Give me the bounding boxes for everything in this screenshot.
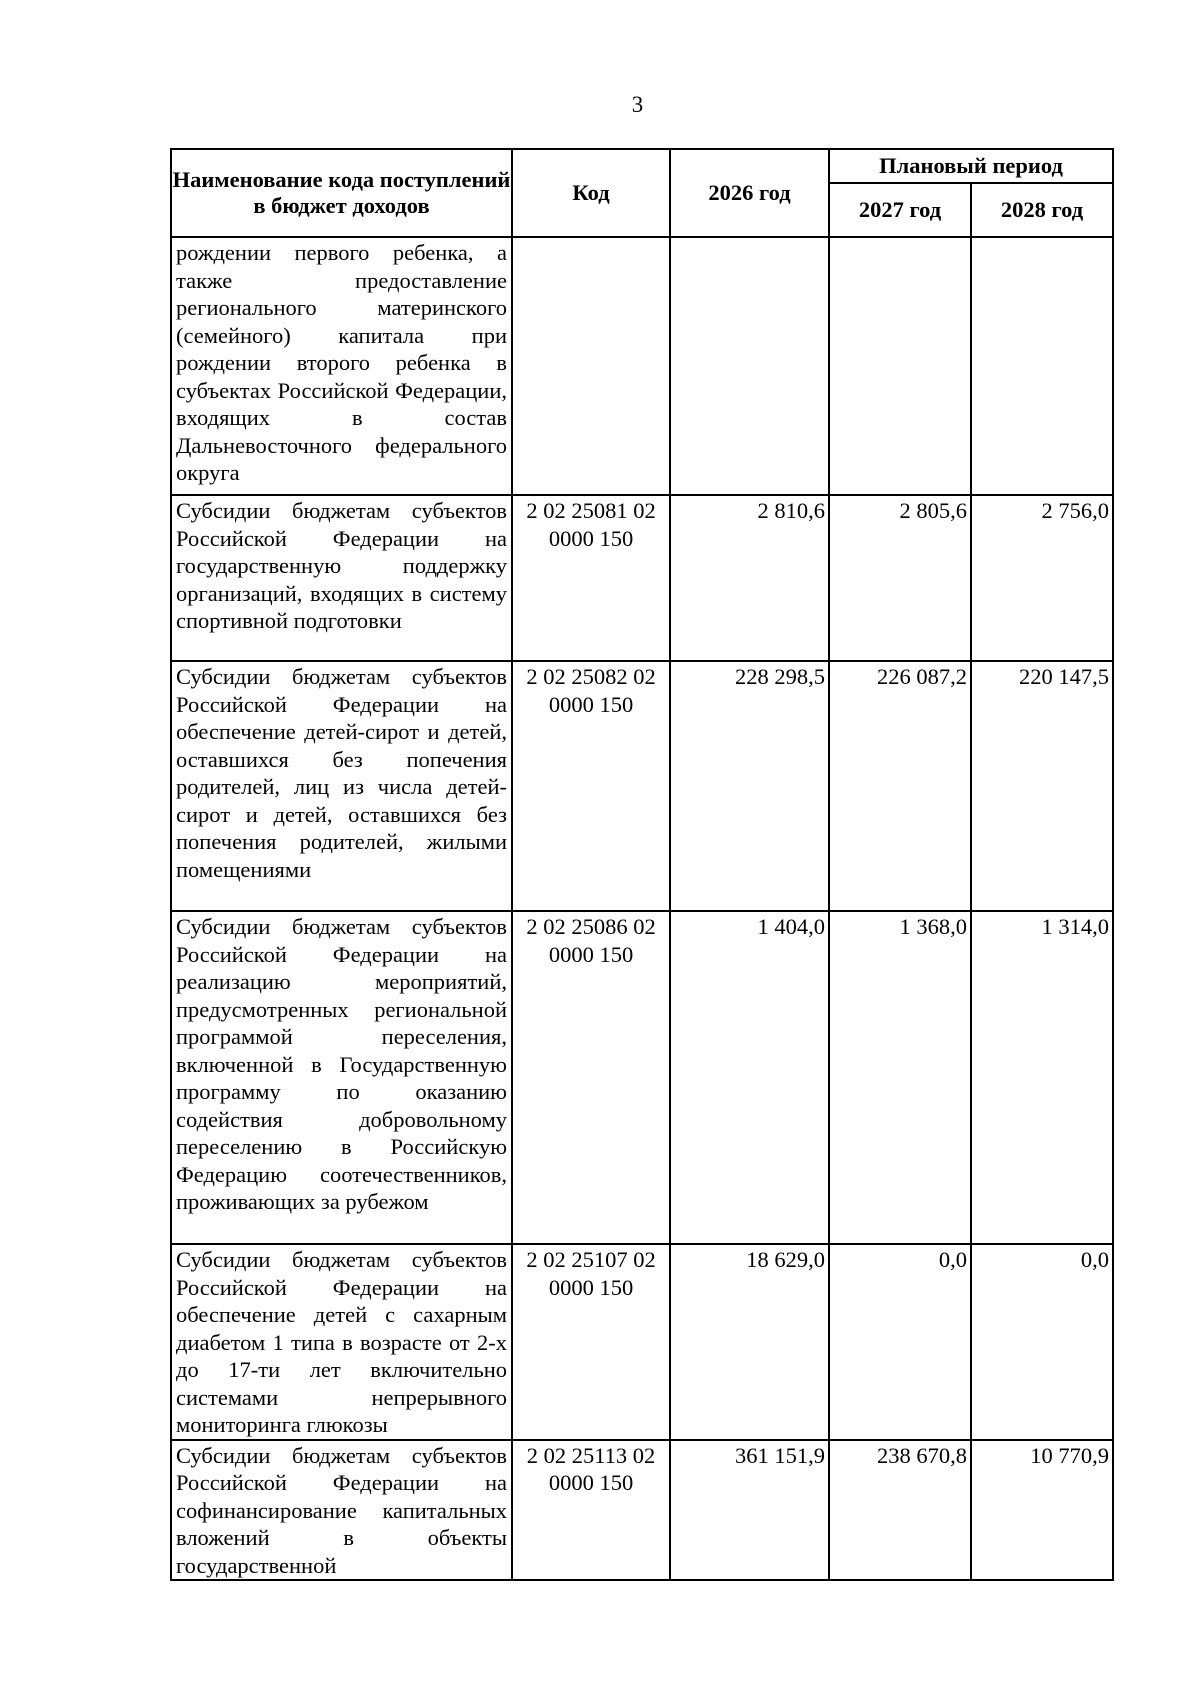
row-code: 2 02 25086 02 0000 150	[512, 911, 670, 1244]
table-row	[171, 237, 1113, 495]
header-year-2027: 2027 год	[829, 183, 971, 237]
row-code	[512, 237, 670, 495]
row-code: 2 02 25082 02 0000 150	[512, 661, 670, 911]
row-value-2028: 10 770,9	[971, 1440, 1113, 1581]
row-value-2028: 1 314,0	[971, 911, 1113, 1244]
row-name: Субсидии бюджетам субъектов Российской Федерации на софинансирование капитальных вложений в объекты государственной	[171, 1440, 512, 1581]
row-code: 2 02 25107 02 0000 150	[512, 1244, 670, 1440]
row-name: Субсидии бюджетам субъектов Российской Федерации на обеспечение детей с сахарным диабетом 1 типа в возрасте от 2-х до 17-ти лет включительно системами непрерывного мониторинга глюкозы	[171, 1244, 512, 1440]
row-name: Субсидии бюджетам субъектов Российской Федерации на государственную поддержку организаций, входящих в систему спортивной подготовки	[171, 495, 512, 661]
row-value-2027: 2 805,6	[829, 495, 971, 661]
row-value-2028: 2 756,0	[971, 495, 1113, 661]
row-value-2026: 18 629,0	[670, 1244, 829, 1440]
header-planned-period: Плановый период	[829, 149, 1113, 183]
row-value-2027: 226 087,2	[829, 661, 971, 911]
header-code: Код	[512, 149, 670, 237]
table-row	[171, 1244, 1113, 1440]
row-value-2026: 1 404,0	[670, 911, 829, 1244]
row-value-2026: 361 151,9	[670, 1440, 829, 1581]
header-row-top	[171, 149, 1113, 183]
row-name: Субсидии бюджетам субъектов Российской Федерации на обеспечение детей-сирот и детей, оставшихся без попечения родителей, лиц из числа детей-сирот и детей, оставшихся без попечения родителей, жилыми помещениями	[171, 661, 512, 911]
row-name: Субсидии бюджетам субъектов Российской Федерации на реализацию мероприятий, предусмотренных региональной программой переселения, включенной в Государственную программу по оказанию содействия добровольному переселению в Российскую Федерацию соотечественников, проживающих за рубежом	[171, 911, 512, 1244]
row-value-2027: 0,0	[829, 1244, 971, 1440]
page-number: 3	[631, 92, 644, 117]
row-value-2028: 0,0	[971, 1244, 1113, 1440]
row-value-2026: 2 810,6	[670, 495, 829, 661]
header-year-2026: 2026 год	[670, 149, 829, 237]
row-code: 2 02 25081 02 0000 150	[512, 495, 670, 661]
row-value-2026	[670, 237, 829, 495]
header-name: Наименование кода поступлений в бюджет доходов	[171, 149, 512, 237]
row-value-2028	[971, 237, 1113, 495]
header-year-2028: 2028 год	[971, 183, 1113, 237]
table-row	[171, 495, 1113, 661]
row-name: рождении первого ребенка, а также предоставление регионального материнского (семейного) капитала при рождении второго ребенка в субъектах Российской Федерации, входящих в состав Дальневосточного федерального округа	[171, 237, 512, 495]
row-value-2027	[829, 237, 971, 495]
row-code: 2 02 25113 02 0000 150	[512, 1440, 670, 1581]
row-value-2027: 238 670,8	[829, 1440, 971, 1581]
row-value-2028: 220 147,5	[971, 661, 1113, 911]
table-row	[171, 1440, 1113, 1581]
row-value-2026: 228 298,5	[670, 661, 829, 911]
row-value-2027: 1 368,0	[829, 911, 971, 1244]
table-row	[171, 911, 1113, 1244]
table-row	[171, 661, 1113, 911]
budget-revenue-table	[170, 148, 1114, 1581]
